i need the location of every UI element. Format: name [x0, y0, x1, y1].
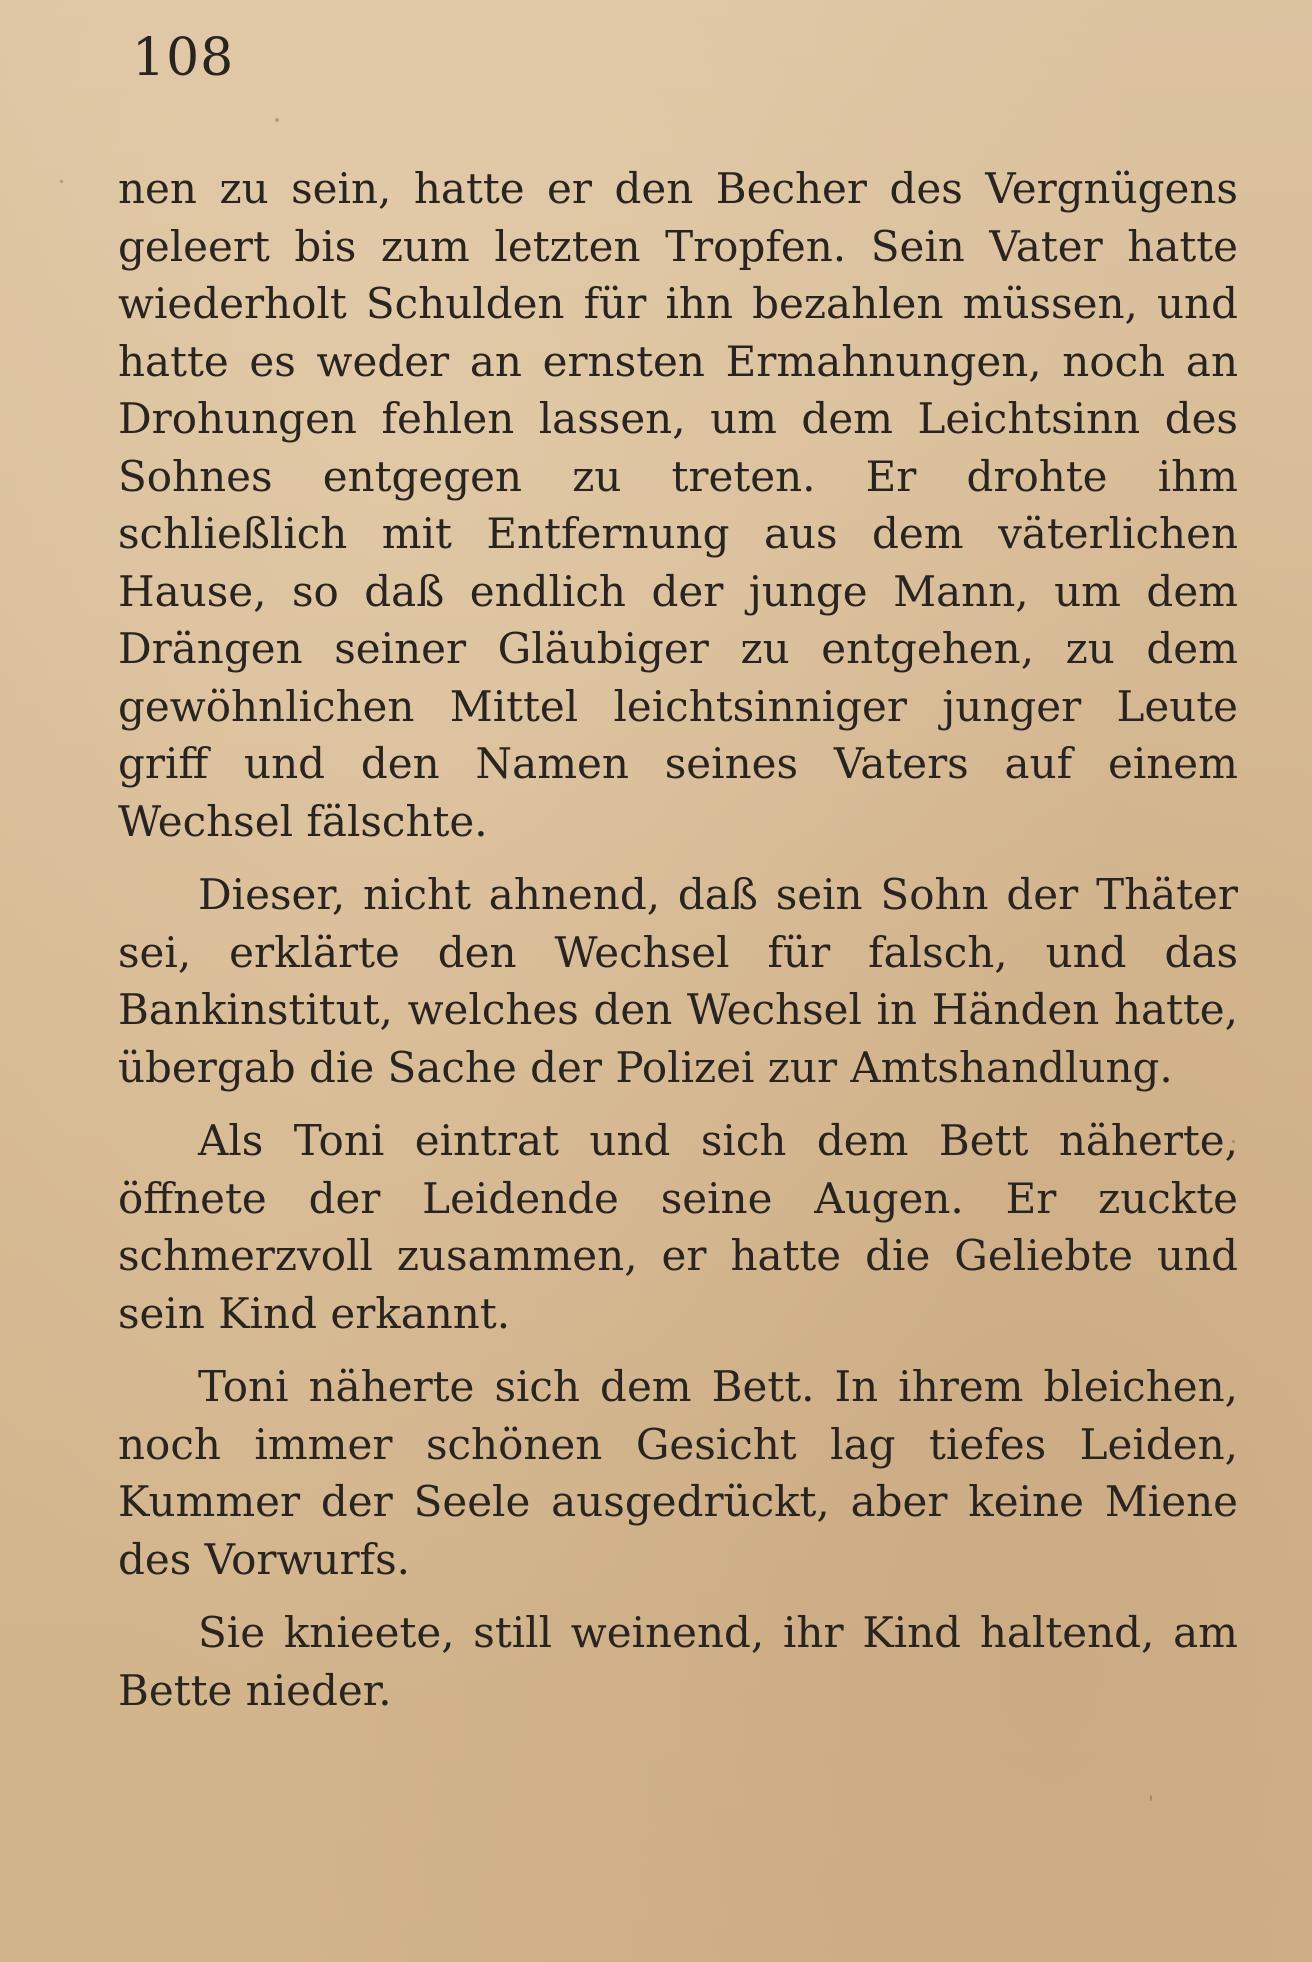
- paragraph: Dieser, nicht ahnend, daß sein Sohn der Thäter sei, erklärte den Wechsel für falsch, und das Bankinstitut, welches den Wechsel in Händen hatte, übergab die Sache der Polizei zur Amtshandlung.: [118, 870, 1238, 1092]
- paragraph: Sie knieete, still weinend, ihr Kind haltend, am Bette nieder.: [118, 1608, 1238, 1715]
- page-text: [118, 160, 1238, 1735]
- page-number: 108: [132, 28, 235, 88]
- paragraph-continuation: nen zu sein, hatte er den Becher des Vergnügens geleert bis zum letzten Tropfen. Sein Vater hatte wiederholt Schulden für ihn bezahlen müssen, und hatte es weder an ernsten Ermahnungen, noch an Drohungen fehlen lassen, um dem Leichtsinn des Sohnes entgegen zu treten. Er drohte ihm schließlich mit Entfernung aus dem väterlichen Hause, so daß endlich der junge Mann, um dem Drängen seiner Gläubiger zu entgehen, zu dem gewöhnlichen Mittel leichtsinniger junger Leute griff und den Namen seines Vaters auf einem Wechsel fälschte.: [118, 164, 1238, 846]
- paragraph: Toni näherte sich dem Bett. In ihrem bleichen, noch immer schönen Gesicht lag tiefes Leiden, Kummer der Seele ausgedrückt, aber keine Miene des Vorwurfs.: [118, 1362, 1238, 1584]
- paragraph: Als Toni eintrat und sich dem Bett näherte, öffnete der Leidende seine Augen. Er zuckte schmerzvoll zusammen, er hatte die Geliebte und sein Kind erkannt.: [118, 1116, 1238, 1338]
- paper-speck: [275, 118, 279, 122]
- paper-speck: [60, 180, 63, 183]
- paper-speck: [1150, 1795, 1152, 1801]
